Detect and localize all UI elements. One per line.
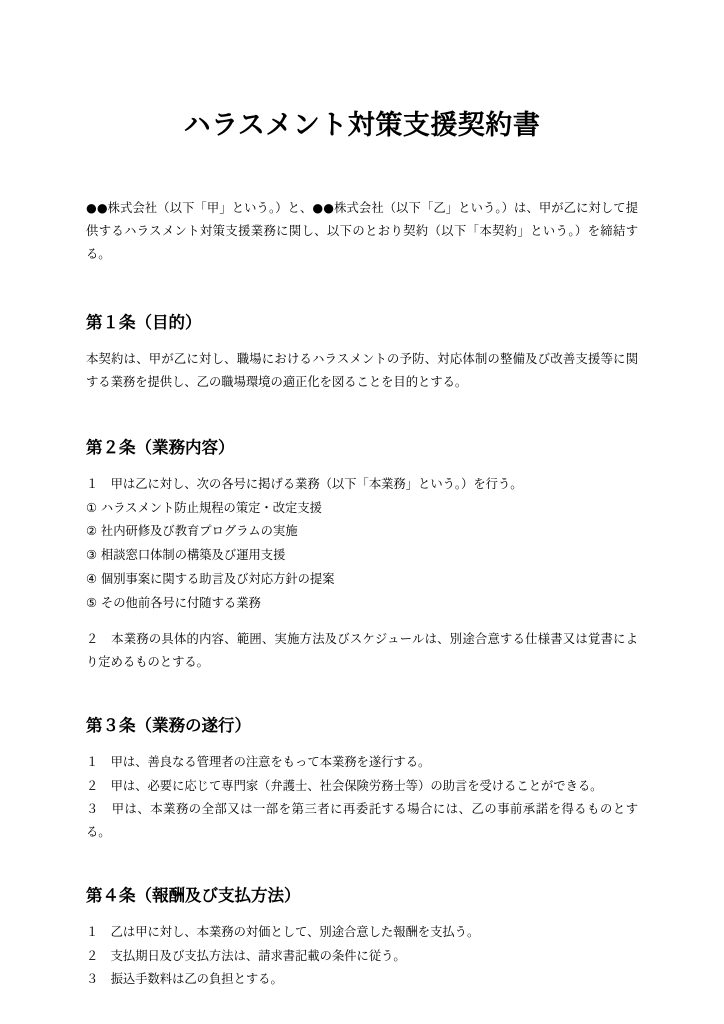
article-1: [86, 311, 638, 394]
article-3: [86, 714, 638, 844]
article-2: [86, 436, 638, 674]
article-2-item-5: ⑤ その他前各号に付随する業務: [86, 595, 261, 610]
article-4-body: [86, 921, 638, 991]
article-2-item-4: ④ 個別事案に関する助言及び対応方針の提案: [86, 571, 335, 586]
article-1-heading: 第１条（目的）: [86, 313, 202, 333]
article-2-item-2: ② 社内研修及び教育プログラムの実施: [86, 524, 298, 539]
article-4-paragraph-2: ２ 支払期日及び支払方法は、請求書記載の条件に従う。: [86, 948, 406, 963]
article-1-paragraph-1: 本契約は、甲が乙に対し、職場におけるハラスメントの予防、対応体制の整備及び改善支援等に関する業務を提供し、乙の職場環境の適正化を図ることを目的とする。: [86, 352, 638, 390]
article-3-paragraph-3: ３ 甲は、本業務の全部又は一部を第三者に再委託する場合には、乙の事前承諾を得るものとする。: [86, 802, 638, 840]
article-2-item-3: ③ 相談窓口体制の構築及び運用支援: [86, 548, 286, 563]
article-3-body: [86, 751, 638, 844]
article-2-body: [86, 473, 638, 674]
page-title: ハラスメント対策支援契約書: [183, 110, 541, 141]
article-2-paragraph-1: １ 甲は乙に対し、次の各号に掲げる業務（以下「本業務」という。）を行う。: [86, 476, 523, 491]
article-3-heading: 第３条（業務の遂行）: [86, 715, 251, 735]
article-4-heading: 第４条（報酬及び支払方法）: [86, 885, 301, 905]
article-3-paragraph-2: ２ 甲は、必要に応じて専門家（弁護士、社会保険労務士等）の助言を受けることができる。: [86, 778, 603, 793]
article-3-paragraph-1: １ 甲は、善良なる管理者の注意をもって本業務を遂行する。: [86, 754, 431, 769]
article-4-paragraph-1: １ 乙は甲に対し、本業務の対価として、別途合意した報酬を支払う。: [86, 924, 480, 939]
document-intro: ●●株式会社（以下「甲」という。）と、●●株式会社（以下「乙」という。）は、甲が乙に対して提供するハラスメント対策支援業務に関し、以下のとおり契約（以下「本契約」という。）を締結する。: [86, 201, 638, 261]
article-2-paragraph-2: ２ 本業務の具体的内容、範囲、実施方法及びスケジュールは、別途合意する仕様書又は覚書により定めるものとする。: [86, 632, 638, 670]
article-1-body: [86, 348, 638, 393]
article-2-item-1: ① ハラスメント防止規程の策定・改定支援: [86, 500, 322, 515]
article-4-paragraph-3: ３ 振込手数料は乙の負担とする。: [86, 972, 283, 987]
article-2-heading: 第２条（業務内容）: [86, 437, 235, 457]
article-4: [86, 884, 638, 991]
